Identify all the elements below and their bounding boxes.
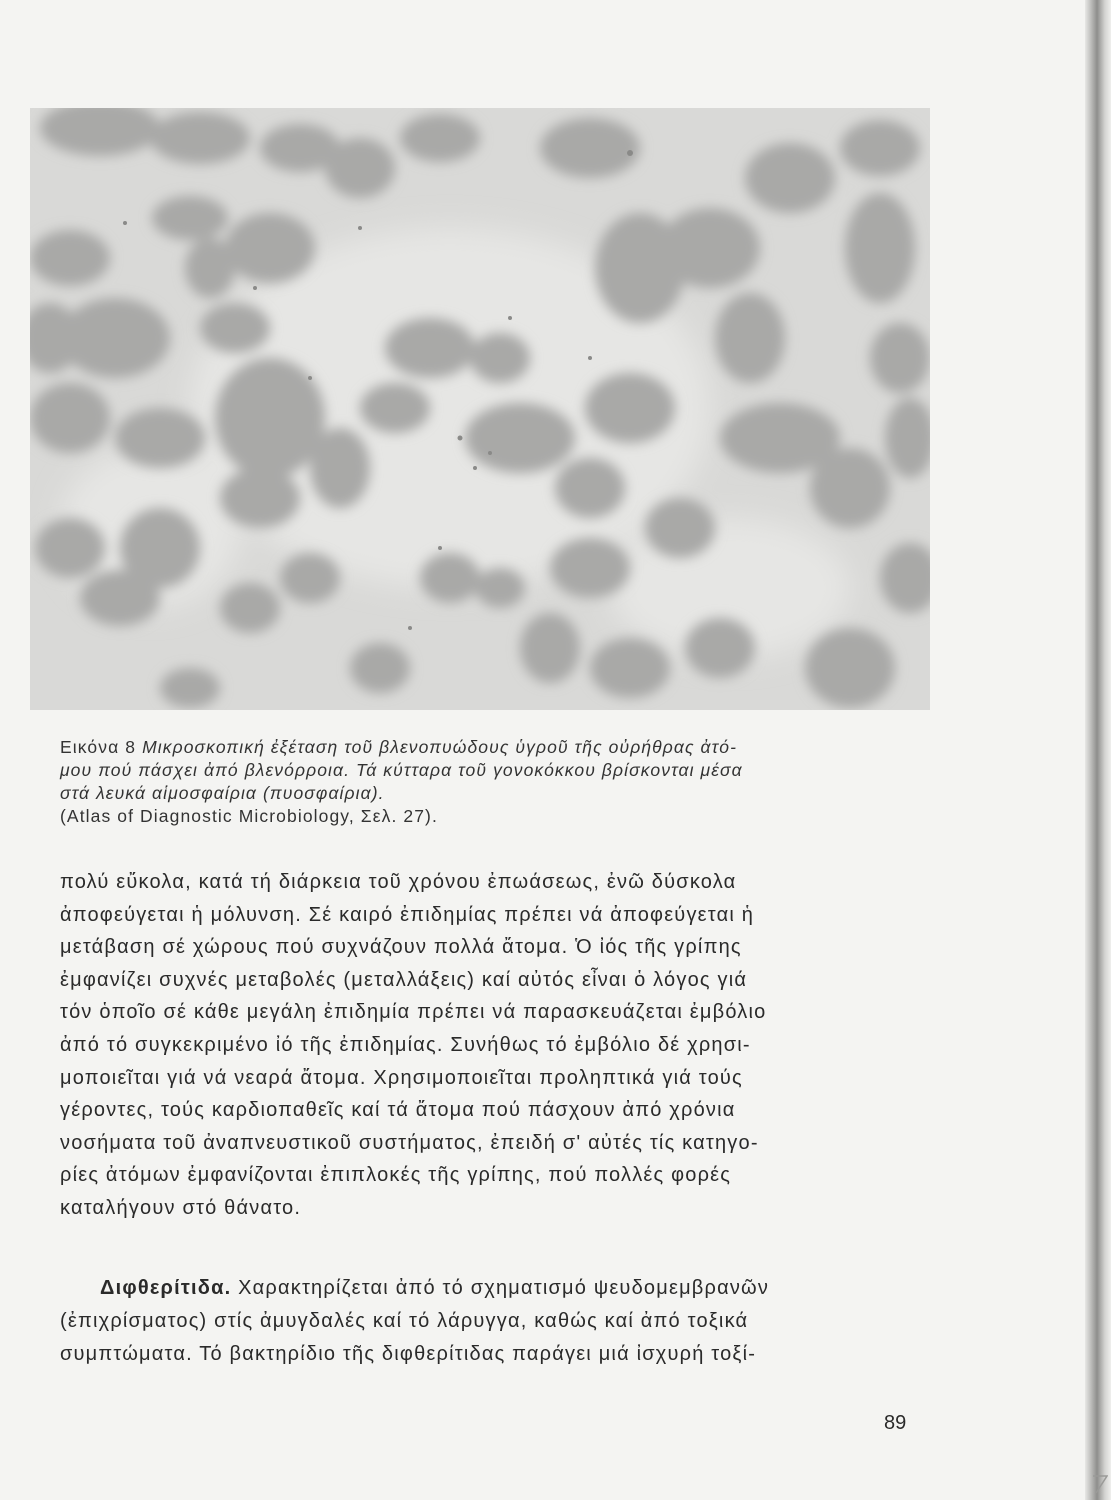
paragraph-1-line: τόν ὁποῖο σέ κάθε μεγάλη ἐπιδημία πρέπει νά παρασκευάζεται ἐμβόλιο: [60, 1001, 767, 1024]
paragraph-1-line: ἀποφεύγεται ἡ μόλυνση. Σέ καιρό ἐπιδημίας πρέπει νά ἀποφεύγεται ἡ: [60, 903, 755, 926]
paragraph-1-line: μετάβαση σέ χώρους πού συχνάζουν πολλά ἄτομα. Ὁ ἰός τῆς γρίπης: [60, 936, 742, 959]
paragraph-1-line: μοποιεῖται γιά νά νεαρά ἄτομα. Χρησιμοποιεῖται προληπτικά γιά τούς: [60, 1066, 743, 1089]
page-binding-edge: [1085, 0, 1111, 1500]
figure-caption: [60, 736, 920, 828]
paragraph-1-line: νοσήματα τοῦ ἀναπνευστικοῦ συστήματος, ἐπειδή σ' αὐτές τίς κατηγο-: [60, 1131, 759, 1154]
paragraph-1-line: ρίες ἀτόμων ἐμφανίζονται ἐπιπλοκές τῆς γρίπης, πού πολλές φορές: [60, 1164, 732, 1187]
micrograph-figure: [30, 108, 930, 710]
micrograph-image: [30, 108, 930, 710]
caption-label: Εικόνα 8: [60, 737, 137, 757]
paragraph-1-line: πολύ εὔκολα, κατά τή διάρκεια τοῦ χρόνου ἐπωάσεως, ἐνῶ δύσκολα: [60, 871, 737, 893]
paragraph-1: [60, 866, 920, 1225]
caption-text-1: Μικροσκοπική ἐξέταση τοῦ βλενοπυώδους ὑγροῦ τῆς οὐρήθρας ἀτό-: [142, 737, 738, 757]
caption-source: (Atlas of Diagnostic Microbiology, Σελ. 27).: [60, 806, 438, 826]
paragraph-1-line: καταλήγουν στό θάνατο.: [60, 1196, 302, 1219]
diphtheria-heading: Διφθερίτιδα.: [100, 1277, 232, 1299]
paragraph-2-diphtheria: [60, 1272, 920, 1371]
paragraph-2-line-2: (ἐπιχρίσματος) στίς ἀμυγδαλές καί τό λάρυγγα, καθώς καί ἀπό τοξικά: [60, 1310, 749, 1332]
paragraph-1-line: ἐμφανίζει συχνές μεταβολές (μεταλλάξεις) καί αὐτός εἶναι ὁ λόγος γιά: [60, 968, 748, 991]
caption-line-1: [60, 736, 920, 759]
caption-line-2: μου πού πάσχει ἀπό βλενόρροια. Τά κύτταρα τοῦ γονοκόκκου βρίσκονται μέσα: [60, 760, 743, 780]
paragraph-1-line: ἀπό τό συγκεκριμένο ἰό τῆς ἐπιδημίας. Συνήθως τό ἐμβόλιο δέ χρησι-: [60, 1033, 751, 1056]
caption-line-3: στά λευκά αἱμοσφαίρια (πυοσφαίρια).: [60, 783, 385, 803]
scan-corner-mark: [1092, 1474, 1108, 1494]
paragraph-2-line-1-text: Χαρακτηρίζεται ἀπό τό σχηματισμό ψευδομεμβρανῶν: [231, 1277, 770, 1299]
paragraph-1-line: γέροντες, τούς καρδιοπαθεῖς καί τά ἄτομα πού πάσχουν ἀπό χρόνια: [60, 1099, 736, 1122]
paragraph-2-line-1: [60, 1272, 920, 1305]
paragraph-2-line-3: συμπτώματα. Τό βακτηρίδιο τῆς διφθερίτιδας παράγει μιά ἰσχυρή τοξί-: [60, 1343, 757, 1365]
page-number: 89: [884, 1412, 907, 1434]
